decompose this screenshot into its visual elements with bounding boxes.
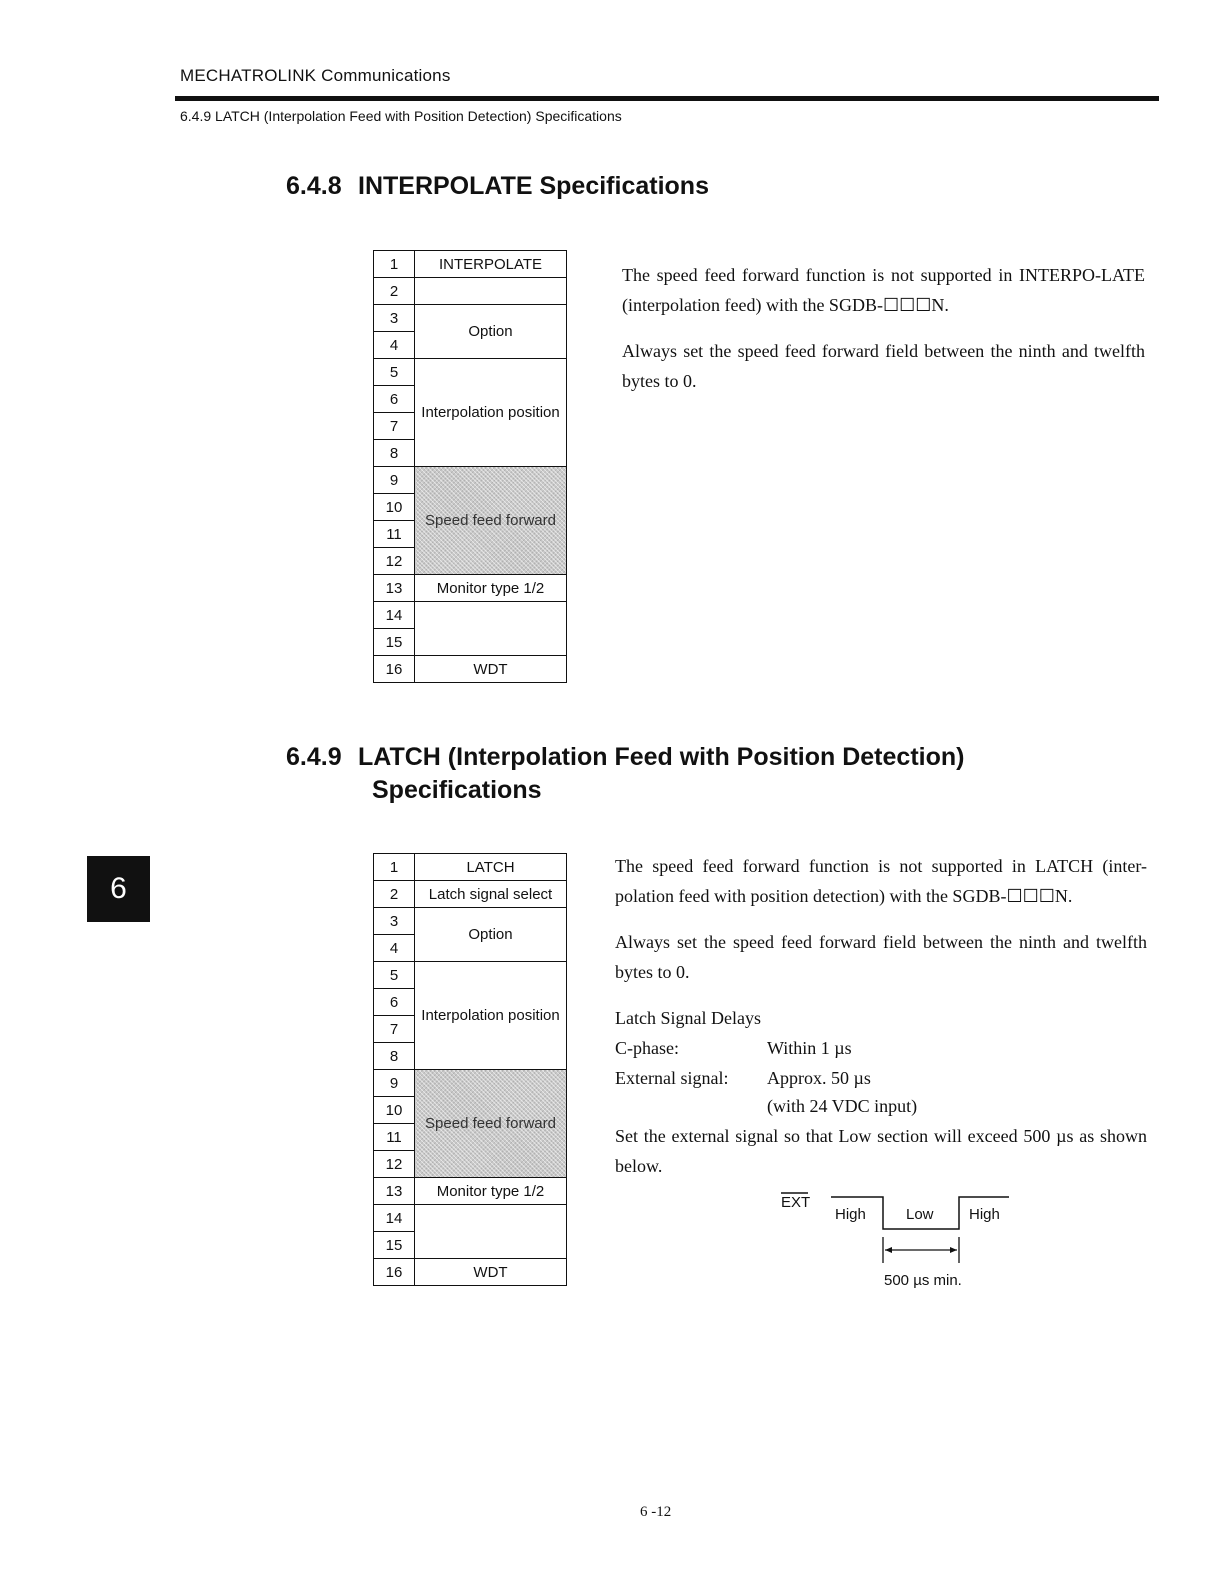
section-number: 6.4.9 (286, 743, 342, 771)
field-latch-signal-select: Latch signal select (415, 881, 567, 908)
field-wdt: WDT (415, 1259, 567, 1286)
delay-row-note (615, 1091, 917, 1121)
field-option: Option (415, 908, 567, 962)
byte-number: 1 (374, 854, 415, 881)
byte-number: 5 (374, 962, 415, 989)
byte-number: 1 (374, 251, 415, 278)
latch-paragraph-2: Always set the speed feed forward field between the ninth and twelfth bytes to 0. (615, 932, 1147, 982)
ext-signal-label: EXT (781, 1194, 811, 1211)
byte-number: 10 (374, 1097, 415, 1124)
byte-number: 4 (374, 332, 415, 359)
section-title-line2: Specifications (372, 776, 542, 804)
field-wdt: WDT (415, 656, 567, 683)
field-command: INTERPOLATE (415, 251, 567, 278)
byte-number: 14 (374, 602, 415, 629)
delay-label: External signal: (615, 1068, 729, 1088)
field-reserved (415, 1205, 567, 1259)
delay-value: Approx. 50 µs (767, 1068, 871, 1088)
field-reserved (415, 278, 567, 305)
interpolate-paragraph-2: Always set the speed feed forward field between the ninth and twelfth bytes to 0. (622, 341, 1145, 391)
header-rule (175, 96, 1159, 101)
field-speed-feed-forward: Speed feed forward (415, 467, 567, 575)
field-interpolation-position: Interpolation position (415, 962, 567, 1070)
byte-number: 9 (374, 1070, 415, 1097)
latch-byte-table (373, 853, 567, 1286)
field-option: Option (415, 305, 567, 359)
section-heading-latch (286, 743, 964, 772)
section-title-line1: LATCH (Interpolation Feed with Position Detection) (358, 743, 965, 771)
running-header-title: MECHATROLINK Communications (180, 66, 451, 85)
byte-number: 2 (374, 881, 415, 908)
byte-number: 6 (374, 989, 415, 1016)
delay-value: (with 24 VDC input) (767, 1096, 918, 1116)
byte-number: 7 (374, 413, 415, 440)
section-heading-interpolate (286, 172, 709, 201)
section-title: INTERPOLATE Specifications (358, 172, 709, 200)
byte-number: 9 (374, 467, 415, 494)
running-header-subtitle: 6.4.9 LATCH (Interpolation Feed with Position Detection) Specifications (180, 108, 622, 124)
ext-timing-diagram (778, 1188, 1028, 1298)
high-label-2: High (969, 1206, 1000, 1223)
arrow-left (885, 1247, 892, 1253)
byte-number: 2 (374, 278, 415, 305)
byte-number: 12 (374, 1151, 415, 1178)
chapter-tab: 6 (87, 856, 150, 922)
byte-number: 3 (374, 305, 415, 332)
byte-number: 11 (374, 521, 415, 548)
byte-number: 10 (374, 494, 415, 521)
byte-number: 15 (374, 1232, 415, 1259)
field-interpolation-position: Interpolation position (415, 359, 567, 467)
byte-number: 7 (374, 1016, 415, 1043)
delay-row-c-phase (615, 1033, 852, 1063)
byte-number: 5 (374, 359, 415, 386)
latch-paragraph-1: The speed feed forward function is not supported in LATCH (inter-polation feed with position detection) with the SGDB-☐☐☐N. (615, 856, 1147, 906)
page-number: 6 -12 (640, 1504, 672, 1520)
byte-number: 8 (374, 1043, 415, 1070)
low-label: Low (906, 1206, 934, 1223)
byte-number: 4 (374, 935, 415, 962)
field-monitor-type: Monitor type 1/2 (415, 575, 567, 602)
section-number: 6.4.8 (286, 172, 342, 200)
interpolate-byte-table (373, 250, 567, 683)
field-speed-feed-forward: Speed feed forward (415, 1070, 567, 1178)
delay-row-external (615, 1063, 871, 1093)
byte-number: 6 (374, 386, 415, 413)
byte-number: 13 (374, 575, 415, 602)
byte-number: 16 (374, 656, 415, 683)
min-duration-label: 500 µs min. (884, 1272, 962, 1289)
byte-number: 14 (374, 1205, 415, 1232)
interpolate-paragraph-1: The speed feed forward function is not supported in INTERPO-LATE (interpolation feed) with the SGDB-☐☐☐N. (622, 265, 1145, 315)
byte-number: 16 (374, 1259, 415, 1286)
latch-paragraph-3: Set the external signal so that Low section will exceed 500 µs as shown below. (615, 1126, 1147, 1176)
delay-value: Within 1 µs (767, 1038, 852, 1058)
byte-number: 15 (374, 629, 415, 656)
field-reserved (415, 602, 567, 656)
byte-number: 12 (374, 548, 415, 575)
delay-label: C-phase: (615, 1038, 679, 1058)
high-label-1: High (835, 1206, 866, 1223)
byte-number: 8 (374, 440, 415, 467)
field-monitor-type: Monitor type 1/2 (415, 1178, 567, 1205)
latch-delays-title: Latch Signal Delays (615, 1008, 761, 1028)
byte-number: 13 (374, 1178, 415, 1205)
byte-number: 11 (374, 1124, 415, 1151)
byte-number: 3 (374, 908, 415, 935)
arrow-right (950, 1247, 957, 1253)
field-command: LATCH (415, 854, 567, 881)
